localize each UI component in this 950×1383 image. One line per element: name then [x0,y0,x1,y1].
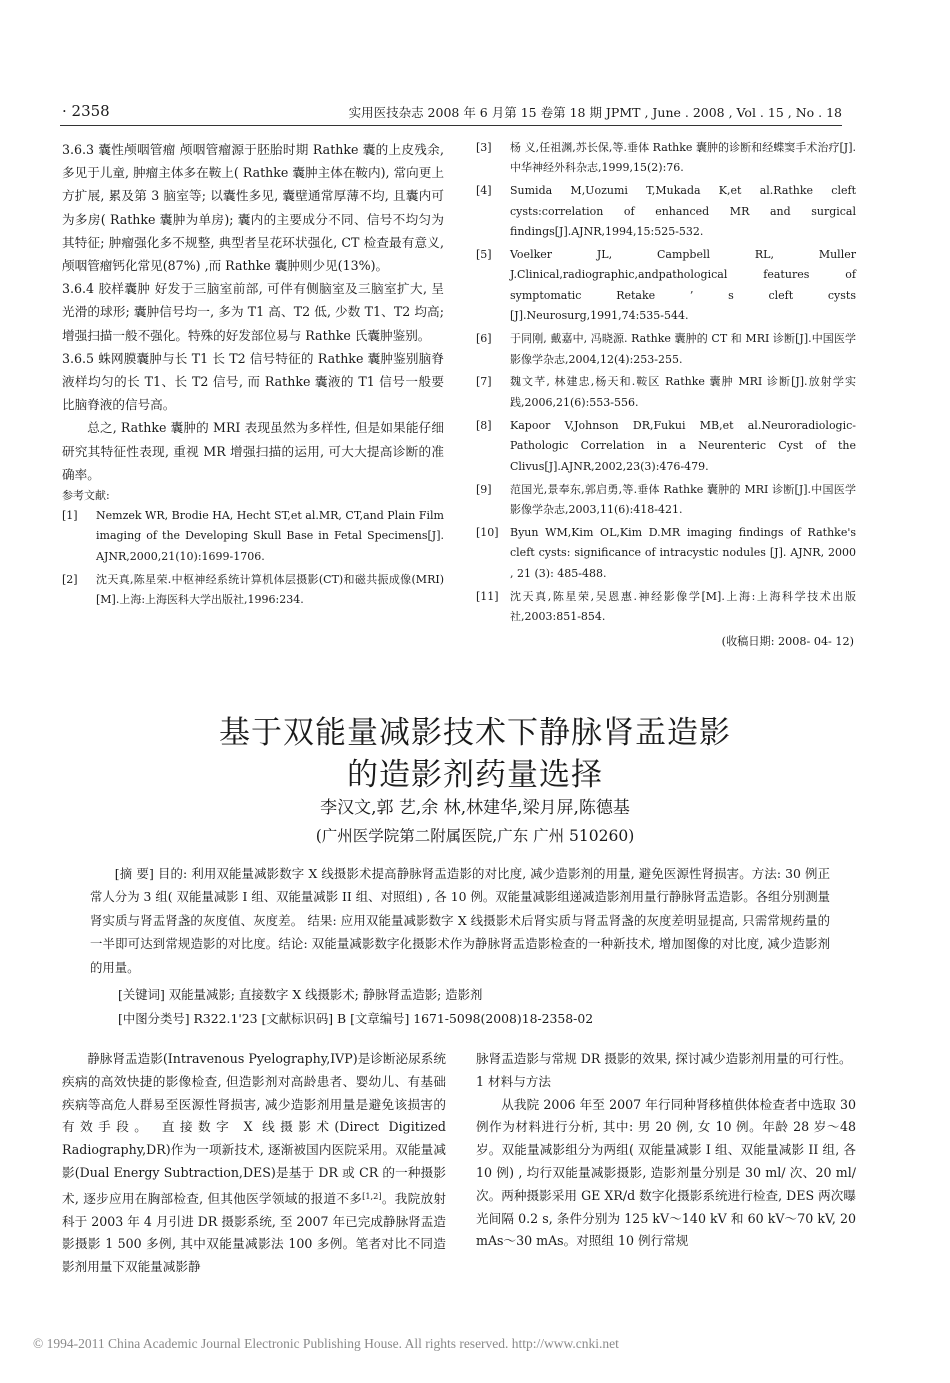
received-date: (收稿日期: 2008- 04- 12) [721,635,854,649]
reference-number: [10] [476,525,499,539]
reference-item [62,570,444,611]
reference-number: [5] [476,248,492,262]
reference-item [476,372,856,413]
reference-item [476,480,856,521]
intro-citation: [1,2] [362,1190,382,1201]
reference-item [476,138,856,179]
reference-number: [9] [476,482,492,496]
section-3-6-3: 3.6.3 囊性颅咽管瘤 颅咽管瘤源于胚胎时期 Rathke 囊的上皮残余, 多见于儿童, 肿瘤主体多在鞍上( Rathke 囊肿主体在鞍内), 常向更上方扩展, 累及第 3 脑室等; 以囊性多见, 囊壁通常厚薄不均, 且囊内可为多房( Rathke 囊肿为单房); 囊内的主要成分不同、信号不均匀为其特征; 肿瘤强化多不规整, 典型者呈花环状强化, CT 检查最有意义, 颅咽管瘤钙化常见(87%) ,而 Rathke 囊肿则少见(13%)。 [62,142,444,274]
reference-text: Sumida M,Uozumi T,Mukada K,et al.Rathke cleft cysts:correlation of enhanced MR and surgical findings[J].AJNR,1994,15:525-532. [510,184,856,239]
reference-text: 范国光,景奉东,郭启勇,等.垂体 Rathke 囊肿的 MRI 诊断[J].中国医学影像学杂志,2003,11(6):418-421. [510,482,856,516]
reference-text: 沈天真,陈星荣,吴恩惠.神经影像学[M].上海:上海科学技术出版社,2003:851-854. [510,589,856,623]
reference-number: [7] [476,375,492,389]
body-right-column [476,1048,856,1253]
reference-text: 杨 义,任祖渊,苏长保,等.垂体 Rathke 囊肿的诊断和经蝶窦手术治疗[J].中华神经外科杂志,1999,15(2):76. [510,141,856,175]
section-3-6-4: 3.6.4 胶样囊肿 好发于三脑室前部, 可伴有侧脑室及三脑室扩大, 呈光滑的球形; 囊肿信号均一, 多为 T1 高、T2 低, 少数 T1、T2 均高; 增强扫描一般不强化。特殊的好发部位易与 Rathke 氏囊肿鉴别。 [62,281,444,343]
intro-text: 静脉肾盂造影(Intravenous Pyelography,IVP)是诊断泌尿系统疾病的高效快捷的影像检查, 但造影剂对高龄患者、婴幼儿、有基础疾病等高危人群易至医源性肾损害, 减少造影剂用量是避免该损害的有效手段。 直接数字 X 线摄影术(Direct Digitized Radiography,DR)作为一项新技术, 逐渐被国内医院采用。双能量减影(Dual Energy Subtraction,DES)是基于 DR 或 CR 的一种摄影术, 逐步应用在胸部检查, 但其他医学领域的报道不多 [62,1051,446,1206]
reference-text: 于同刚, 戴嘉中, 冯晓源. Rathke 囊肿的 CT 和 MRI 诊断[J].中国医学影像学杂志,2004,12(4):253-255. [510,332,856,366]
reference-text: Kapoor V,Johnson DR,Fukui MB,et al.Neuroradiologic-Pathologic Correlation in a Neurenteric Cyst of the Clivus[J].AJNR,2002,23(3):476-479. [510,418,856,473]
reference-item [476,181,856,242]
conclusion-paragraph: 总之, Rathke 囊肿的 MRI 表现虽然为多样性, 但是如果能仔细研究其特征性表现, 重视 MR 增强扫描的运用, 可大大提高诊断的准确率。 [62,420,444,482]
section-3-6-5: 3.6.5 蛛网膜囊肿与长 T1 长 T2 信号特征的 Rathke 囊肿鉴别脑脊液样均匀的长 T1、长 T2 信号, 而 Rathke 囊液的 T1 信号一般要比脑脊液的信号高。 [62,350,444,413]
intro-continuation: 脉肾盂造影与常规 DR 摄影的效果, 探讨减少造影剂用量的可行性。 [476,1051,852,1066]
reference-item [476,245,856,327]
reference-number: [2] [62,572,78,586]
previous-article-right-column [476,138,856,649]
article-classification: [中图分类号] R322.1'23 [文献标识码] B [文章编号] 1671-5098(2008)18-2358-02 [118,1011,594,1026]
reference-item [476,416,856,477]
journal-header: 实用医技杂志 2008 年 6 月第 15 卷第 18 期 JPMT , June . 2008 , Vol . 15 , No . 18 [348,105,842,120]
abstract-text: [摘 要] 目的: 利用双能量减影数字 X 线摄影术提高静脉肾盂造影的对比度, 减少造影剂的用量, 避免医源性肾损害。方法: 30 例正常人分为 3 组( 双能量减影 I 组、双能量减影 II 组、对照组) , 各 10 例。双能量减影组递减造影剂用量行静脉肾盂造影。各组分别测量肾实质与肾盂肾盏的灰度值、灰度差。 结果: 应用双能量减影数字 X 线摄影术后肾实质与肾盂肾盏的灰度差明显提高, 只需常规药量的一半即可达到常规造影的对比度。结论: 双能量减影数字化摄影术作为静脉肾盂造影检查的一种新技术, 增加图像的对比度, 减少造影剂的用量。 [90,866,830,975]
references-heading: 参考文献: [62,489,110,503]
reference-number: [6] [476,332,492,346]
reference-item [476,587,856,628]
article-keywords: [关键词] 双能量减影; 直接数字 X 线摄影术; 静脉肾盂造影; 造影剂 [118,987,483,1002]
copyright-footer: © 1994-2011 China Academic Journal Electronic Publishing House. All rights reserved. http://www.cnki.net [33,1336,619,1351]
article-title [0,712,950,796]
reference-text: 沈天真,陈星荣.中枢神经系统计算机体层摄影(CT)和磁共振成像(MRI)[M].上海:上海医科大学出版社,1996:234. [96,572,444,607]
reference-text: 魏文芊, 林建忠,杨天和.鞍区 Rathke 囊肿 MRI 诊断[J].放射学实践,2006,21(6):553-556. [510,375,856,409]
reference-number: [1] [62,509,78,523]
reference-number: [8] [476,418,492,432]
reference-number: [11] [476,589,499,603]
reference-text: Nemzek WR, Brodie HA, Hecht ST,et al.MR, CT,and Plain Film imaging of the Developing Skull Base in Fetal Specimens[J]. AJNR,2000,21(10):1699-1706. [96,509,444,563]
reference-text: Voelker JL, Campbell RL, Muller J.Clinical,radiographic,andpathological features of symptomatic Retake ’ s cleft cysts [J].Neurosurg,1991,74:535-544. [510,248,856,323]
reference-item [476,329,856,370]
previous-article-left-column [62,138,444,613]
article-abstract [90,862,830,979]
article-affiliation: (广州医学院第二附属医院,广东 广州 510260) [315,827,635,845]
page-number: · 2358 [62,102,110,120]
article-title-line-2: 的造影剂药量选择 [347,757,603,793]
reference-item [62,506,444,567]
section-heading-materials-methods: 1 材料与方法 [476,1073,551,1089]
reference-text: Byun WM,Kim OL,Kim D.MR imaging findings of Rathke's cleft cysts: significance of intracystic nodules [J]. AJNR, 2000 , 21 (3): 485-488. [510,525,856,580]
intro-paragraph [62,1048,446,1279]
methods-paragraph: 从我院 2006 年至 2007 年行同种肾移植供体检查者中选取 30 例作为材料进行分析, 其中: 男 20 例, 女 10 例。年龄 28 岁～48 岁。双能量减影组分为两组( 双能量减影 I 组、双能量减影 II 组, 各 10 例) , 均行双能量减影摄影, 造影剂量分别是 30 ml/ 次、20 ml/ 次。两种摄影采用 GE XR/d 数字化摄影系统进行检查, DES 两次曝光间隔 0.2 s, 条件分别为 125 kV～140 kV 和 60 kV～70 kV, 20 mAs～30 mAs。对照组 10 例行常规 [476,1096,856,1249]
article-authors: 李汉文,郭 艺,余 林,林建华,梁月屏,陈德基 [320,798,630,818]
reference-number: [4] [476,184,492,198]
reference-item [476,523,856,584]
reference-number: [3] [476,141,492,154]
article-title-line-1: 基于双能量减影技术下静脉肾盂造影 [219,715,731,751]
intro-tail: 。我院放射科于 2003 年 4 月引进 DR 摄影系统, 至 2007 年已完成静脉肾盂造影摄影 1 500 多例, 其中双能量减影法 100 多例。笔者对比不同造影剂用量下双能量减影静 [62,1190,447,1275]
body-left-column [62,1048,446,1279]
header-rule [60,125,842,126]
